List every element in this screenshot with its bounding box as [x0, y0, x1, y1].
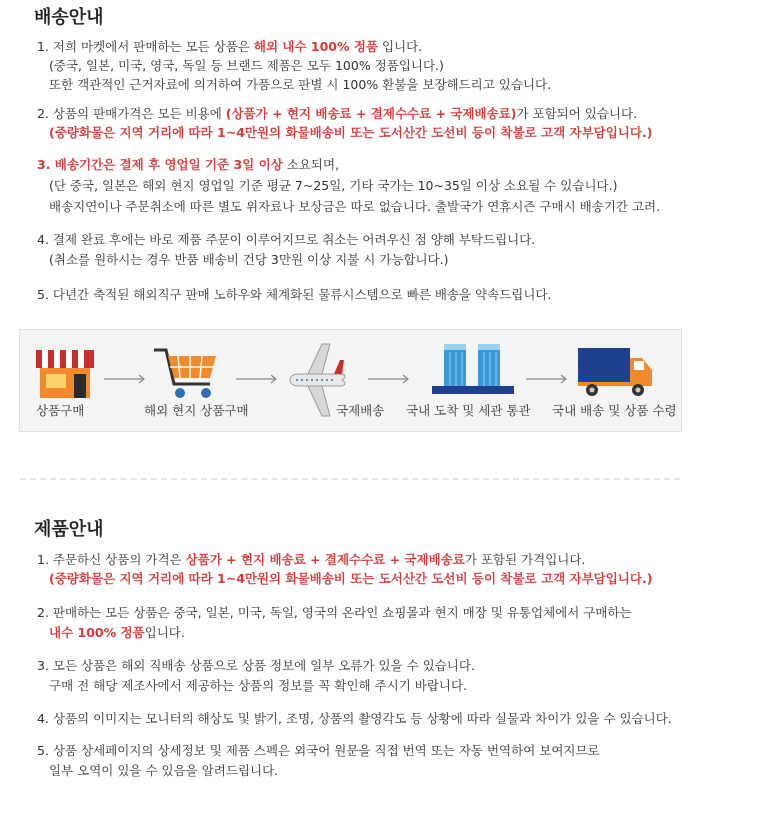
step-label-international-shipping: 국제배송 — [336, 403, 385, 418]
shipping-item-2 — [37, 105, 637, 123]
arrow-right-icon — [526, 374, 570, 384]
shipping-item-3-delay: 배송지연이나 주문취소에 따른 별도 위자료나 보상금은 따로 없습니다. 출발국가 연휴시즌 구매시 배송기간 고려. — [49, 199, 661, 214]
shipping-item-5: 5. 다년간 축적된 해외직구 판매 노하우와 체계화된 물류시스템으로 빠른 배송을 약속드립니다. — [37, 287, 552, 302]
shipping-title: 배송안내 — [34, 7, 104, 28]
customs-warehouse-icon — [430, 342, 516, 396]
highlight-text: 3. 배송기간은 결제 후 영업일 기준 3일 이상 — [37, 157, 283, 172]
text: 1. 저희 마켓에서 판매하는 모든 상품은 — [37, 39, 254, 54]
text: 가 포함된 가격입니다. — [464, 552, 586, 567]
product-item-2: 2. 판매하는 모든 상품은 중국, 일본, 미국, 독일, 영국의 온라인 쇼핑몰과 현지 매장 및 유통업체에서 구매하는 — [37, 605, 632, 620]
shipping-item-4-note: (취소를 원하시는 경우 반품 배송비 건당 3만원 이상 지불 시 가능합니다.) — [49, 252, 449, 267]
shopping-cart-icon — [150, 344, 220, 400]
section-divider — [20, 478, 680, 480]
highlight-text: 내수 100% 정품 — [49, 625, 145, 640]
step-label-purchase: 상품구매 — [36, 403, 85, 418]
product-item-1-freight-note: (중량화물은 지역 거리에 따라 1~4만원의 화물배송비 또는 도서산간 도선비 등이 착불로 고객 자부담입니다.) — [49, 571, 653, 586]
product-item-5-cont: 일부 오역이 있을 수 있음을 알려드립니다. — [49, 763, 279, 778]
product-item-3: 3. 모든 상품은 해외 직배송 상품으로 상품 정보에 일부 오류가 있을 수 있습니다. — [37, 658, 475, 673]
highlight-text: (상품가 + 현지 배송료 + 결제수수료 + 국제배송료) — [225, 106, 517, 121]
shipping-flow-panel — [19, 329, 682, 432]
arrow-right-icon — [104, 374, 148, 384]
highlight-text: 상품가 + 현지 배송료 + 결제수수료 + 국제배송료 — [185, 552, 465, 567]
arrow-right-icon — [368, 374, 412, 384]
shipping-item-4: 4. 결제 완료 후에는 바로 제품 주문이 이루어지므로 취소는 어려우신 점 양해 부탁드립니다. — [37, 232, 536, 247]
highlight-text: 해외 내수 100% 정품 — [253, 39, 379, 54]
shipping-item-2-freight-note: (중량화물은 지역 거리에 따라 1~4만원의 화물배송비 또는 도서산간 도선비 등이 착불로 고객 자부담입니다.) — [49, 125, 653, 140]
shipping-item-1-note: (중국, 일본, 미국, 영국, 독일 등 브랜드 제품은 모두 100% 정품입니다.) — [49, 58, 444, 73]
shipping-item-1 — [37, 38, 422, 56]
product-item-5: 5. 상품 상세페이지의 상세정보 및 제품 스펙은 외국어 원문을 직접 번역 또는 자동 번역하여 보여지므로 — [37, 743, 600, 758]
shop-icon — [34, 344, 96, 400]
delivery-truck-icon — [576, 346, 656, 398]
step-label-domestic-delivery: 국내 배송 및 상품 수령 — [552, 403, 677, 418]
arrow-right-icon — [236, 374, 280, 384]
product-item-4: 4. 상품의 이미지는 모니터의 해상도 및 밝기, 조명, 상품의 촬영각도 등 상황에 따라 실물과 차이가 있을 수 있습니다. — [37, 711, 672, 726]
shipping-item-3-note: (단 중국, 일본은 해외 현지 영업일 기준 평균 7~25일, 기타 국가는 10~35일 이상 소요될 수 있습니다.) — [49, 178, 618, 193]
product-item-3-cont: 구매 전 해당 제조사에서 제공하는 상품의 정보를 꼭 확인해 주시기 바랍니다. — [49, 678, 468, 693]
text: 소요되며, — [282, 157, 340, 172]
text: 1. 주문하신 상품의 가격은 — [37, 552, 186, 567]
text: 입니다. — [144, 625, 185, 640]
step-label-overseas-purchase: 해외 현지 상품구매 — [144, 403, 249, 418]
text: 2. 상품의 판매가격은 모든 비용에 — [37, 106, 226, 121]
step-label-customs: 국내 도착 및 세관 통관 — [406, 403, 531, 418]
product-title: 제품안내 — [34, 519, 104, 540]
text: 가 포함되어 있습니다. — [516, 106, 638, 121]
product-item-1 — [37, 551, 585, 569]
shipping-item-1-guarantee: 또한 객관적인 근거자료에 의거하여 가품으로 판별 시 100% 환불을 보장해드리고 있습니다. — [49, 77, 552, 92]
shipping-item-3 — [37, 156, 339, 174]
product-item-2-cont — [49, 624, 185, 642]
text: 입니다. — [378, 39, 423, 54]
